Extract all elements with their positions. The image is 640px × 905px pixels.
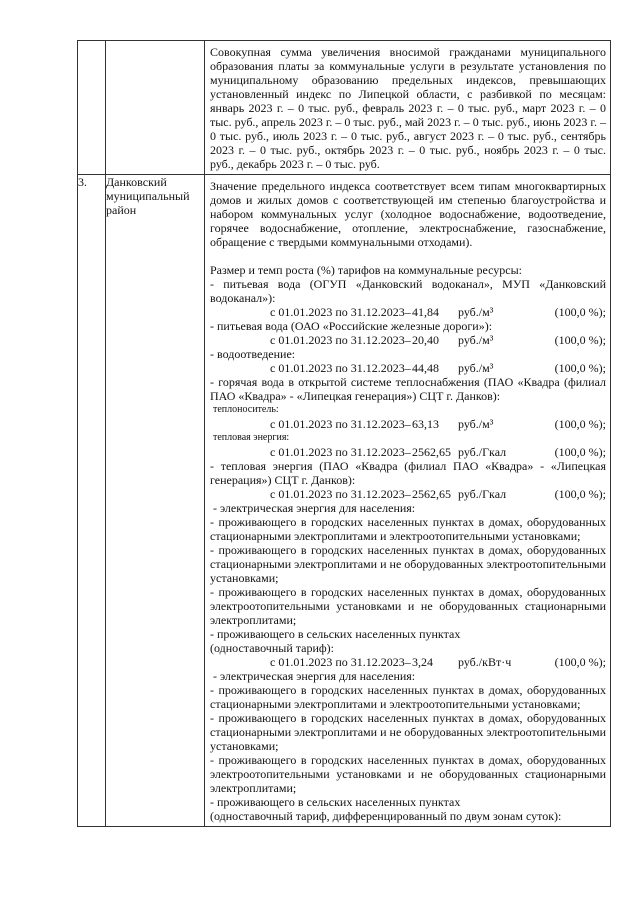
list-item: - проживающего в городских населенных пунктах в домах, оборудованных стационарными электроплитами и электроотопительными установками;	[210, 515, 606, 543]
rate-value: 2562,65	[412, 487, 451, 501]
content-cell	[205, 41, 611, 175]
list-item: - проживающего в городских населенных пунктах в домах, оборудованных стационарными электроплитами и не оборудованных электроотопительными установками;	[210, 543, 606, 585]
heat-energy-sub-rate-line	[210, 445, 606, 459]
list-item: - проживающего в сельских населенных пунктах	[210, 627, 461, 641]
rate-value: 41,84	[412, 305, 439, 319]
rate-percent: (100,0 %);	[554, 445, 606, 459]
tariff-table	[77, 40, 611, 827]
rate-percent: (100,0 %);	[554, 655, 606, 669]
rate-unit: руб./Гкал	[458, 445, 507, 459]
row-number-cell: 3.	[78, 175, 106, 827]
rate-percent: (100,0 %);	[554, 417, 606, 431]
electricity-label: - электрическая энергия для населения:	[213, 501, 416, 515]
rate-value: 63,13	[412, 417, 439, 431]
hot-water-label: - горячая вода в открытой системе теплоснабжения (ПАО «Квадра (филиал ПАО «Квадра» - «Липецкая генерация») СЦТ г. Данков):	[210, 375, 606, 403]
row-number-cell	[78, 41, 106, 175]
rate-percent: (100,0 %);	[554, 305, 606, 319]
list-item: - проживающего в городских населенных пунктах в домах, оборудованных стационарными электроплитами и не оборудованных электроотопительными установками;	[210, 711, 606, 753]
rate-unit: руб./Гкал	[458, 487, 507, 501]
rate-period: с 01.01.2023 по 31.12.2023–	[270, 333, 411, 347]
water-rzd-label: - питьевая вода (ОАО «Российские железные дороги»):	[210, 319, 493, 333]
rate-value: 3,24	[412, 655, 433, 669]
list-item: - проживающего в городских населенных пунктах в домах, оборудованных электроотопительными установками и не оборудованных стационарными электроплитами;	[210, 585, 606, 627]
rate-period: с 01.01.2023 по 31.12.2023–	[270, 445, 411, 459]
heat-rate-line	[210, 487, 606, 501]
sewer-label: - водоотведение:	[210, 347, 296, 361]
water-label: - питьевая вода (ОГУП «Данковский водоканал», МУП «Данковский водоканал»):	[210, 277, 606, 305]
heat-carrier-rate-line	[210, 417, 606, 431]
water-rzd-rate-line	[210, 333, 606, 347]
rate-period: с 01.01.2023 по 31.12.2023–	[270, 305, 411, 319]
sewer-rate-line	[210, 361, 606, 375]
tariffs-title: Размер и темп роста (%) тарифов на коммунальные ресурсы:	[210, 263, 522, 277]
heat-label: - тепловая энергия (ПАО «Квадра (филиал ПАО «Квадра» - «Липецкая генерация») СЦТ г. Данков):	[210, 459, 606, 487]
rate-unit: руб./м³	[458, 361, 494, 375]
water-rate-line	[210, 305, 606, 319]
heat-carrier-label: теплоноситель:	[213, 404, 279, 415]
rate-period: с 01.01.2023 по 31.12.2023–	[270, 655, 411, 669]
rate-period: с 01.01.2023 по 31.12.2023–	[270, 487, 411, 501]
rate-percent: (100,0 %);	[554, 361, 606, 375]
rate-unit: руб./м³	[458, 333, 494, 347]
heat-energy-sub-label: тепловая энергия:	[213, 432, 290, 443]
rate-unit: руб./м³	[458, 417, 494, 431]
rate-period: с 01.01.2023 по 31.12.2023–	[270, 417, 411, 431]
rate-percent: (100,0 %);	[554, 487, 606, 501]
monthly-sum-text: Совокупная сумма увеличения вносимой гражданами муниципального образования платы за коммунальные услуги в результате установления по муниципальному образованию предельных индексов, превышающих установленный индекс по Липецкой области, с разбивкой по месяцам: январь 2023 г. – 0 тыс. руб., февраль 2023 г. – 0 тыс. руб., март 2023 г. – 0 тыс. руб., апрель 2023 г. – 0 тыс. руб., май 2023 г. – 0 тыс. руб., июнь 2023 г. – 0 тыс. руб., июль 2023 г. – 0 тыс. руб., август 2023 г. – 0 тыс. руб., сентябрь 2023 г. – 0 тыс. руб., октябрь 2023 г. – 0 тыс. руб., ноябрь 2023 г. – 0 тыс. руб., декабрь 2023 г. – 0 тыс. руб.	[210, 45, 606, 171]
list-item: - проживающего в городских населенных пунктах в домах, оборудованных электроотопительными установками и не оборудованных стационарными электроплитами;	[210, 753, 606, 795]
list-item-note: (одноставочный тариф, дифференцированный по двум зонам суток):	[210, 809, 562, 823]
list-item-note: (одноставочный тариф):	[210, 641, 334, 655]
rate-value: 20,40	[412, 333, 439, 347]
content-cell	[205, 175, 611, 827]
district-cell: Данковский муниципальный район	[106, 175, 205, 827]
table-row	[78, 175, 611, 827]
list-item: - проживающего в сельских населенных пунктах	[210, 795, 461, 809]
district-cell	[106, 41, 205, 175]
rate-percent: (100,0 %);	[554, 333, 606, 347]
rate-unit: руб./кВт·ч	[458, 655, 512, 669]
electricity-label: - электрическая энергия для населения:	[213, 669, 416, 683]
index-intro-text: Значение предельного индекса соответствует всем типам многоквартирных домов и жилых домов с соответствующей им степенью благоустройства и набором коммунальных услуг (холодное водоснабжение, водоотведение, горячее водоснабжение, отопление, электроснабжение, газоснабжение, обращение с твердыми коммунальными отходами).	[210, 179, 606, 249]
rate-period: с 01.01.2023 по 31.12.2023–	[270, 361, 411, 375]
electricity-rate-line	[210, 655, 606, 669]
rate-unit: руб./м³	[458, 305, 494, 319]
rate-value: 44,48	[412, 361, 439, 375]
table-row	[78, 41, 611, 175]
list-item: - проживающего в городских населенных пунктах в домах, оборудованных стационарными электроплитами и электроотопительными установками;	[210, 683, 606, 711]
rate-value: 2562,65	[412, 445, 451, 459]
